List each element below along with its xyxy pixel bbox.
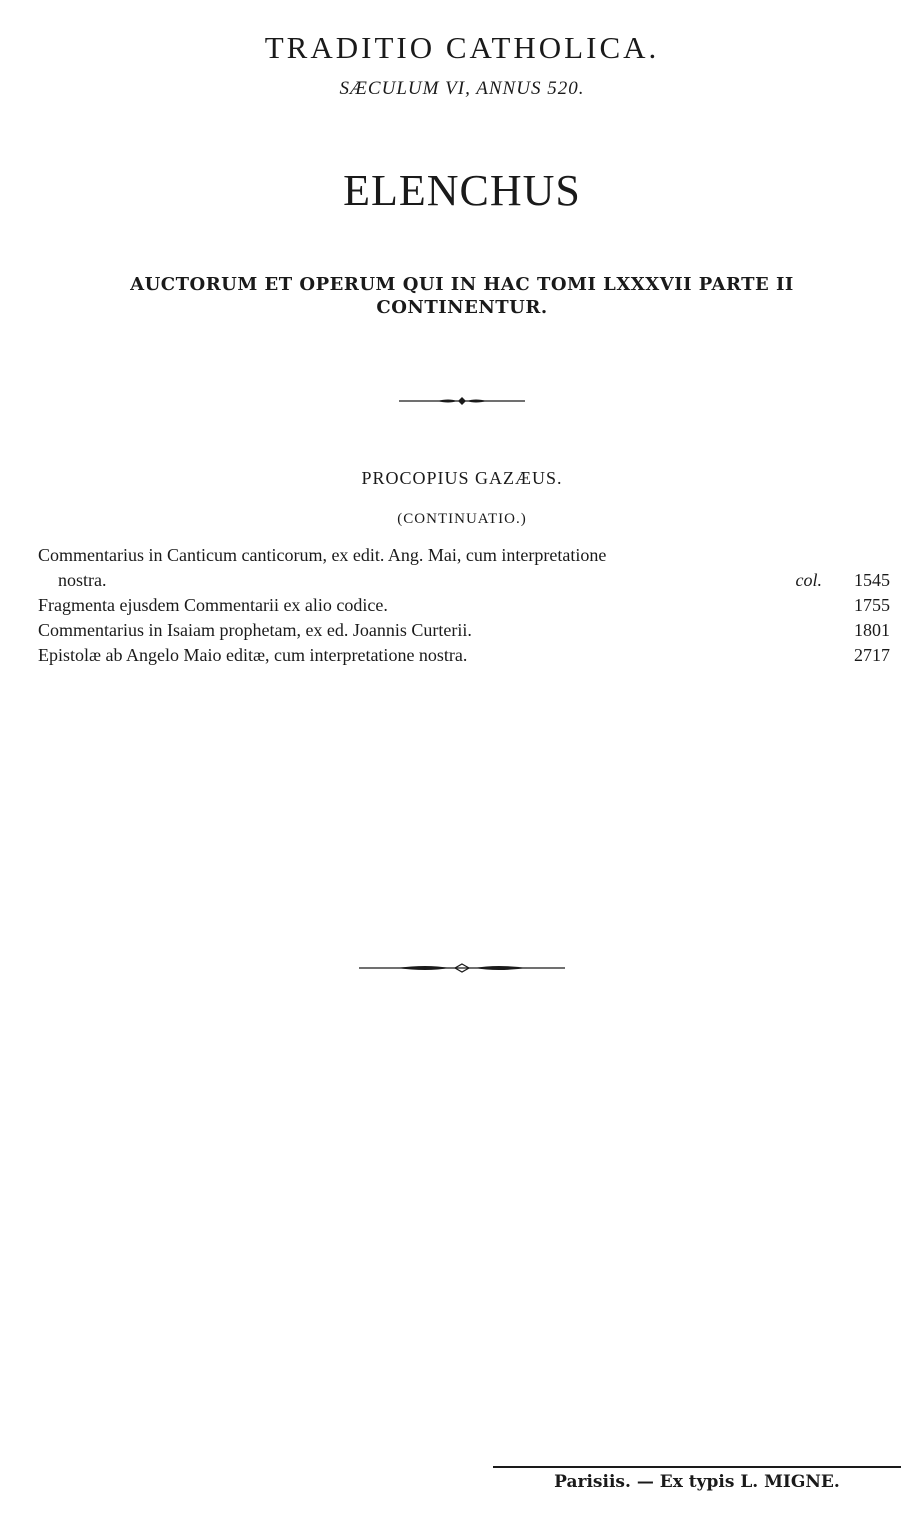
ornament-divider-bottom (0, 961, 924, 980)
toc-entry-page: 2717 (854, 645, 890, 665)
ornament-rule-icon (397, 394, 527, 408)
author-note: (CONTINUATIO.) (397, 511, 527, 527)
toc-col-label: col. (795, 570, 822, 590)
toc-entry-title: Epistolæ ab Angelo Maio editæ, cum interpretatione nostra. (38, 645, 468, 665)
toc-entry-page: 1801 (854, 620, 890, 640)
table-of-contents (38, 543, 890, 668)
footer-rule (493, 1466, 901, 1468)
page-title: ELENCHUS (343, 166, 581, 215)
toc-entry-page: 1755 (854, 595, 890, 615)
toc-entry-title: Commentarius in Canticum canticorum, ex edit. Ang. Mai, cum interpretatione (38, 545, 607, 565)
ornament-rule-icon (357, 961, 567, 975)
toc-entry-page: 1545 (854, 570, 890, 590)
author-heading: PROCOPIUS GAZÆUS. (361, 468, 563, 488)
ornament-divider-top (0, 394, 924, 413)
toc-entry-title: Fragmenta ejusdem Commentarii ex alio codice. (38, 595, 388, 615)
running-header-subtitle: SÆCULUM VI, ANNUS 520. (339, 78, 585, 99)
toc-entry-1-line-1 (38, 543, 890, 568)
running-header-title: TRADITIO CATHOLICA. (264, 30, 660, 65)
toc-entry-title: Commentarius in Isaiam prophetam, ex ed. Joannis Curterii. (38, 620, 472, 640)
toc-entry-4 (38, 643, 890, 668)
page-subtitle: AUCTORUM ET OPERUM QUI IN HAC TOMI LXXXVII PARTE II CONTINENTUR. (130, 274, 794, 318)
toc-entry-title-continuation: nostra. (58, 570, 107, 590)
toc-entry-3 (38, 618, 890, 643)
footer-imprint: Parisiis. — Ex typis L. MIGNE. (554, 1472, 840, 1492)
toc-entry-1-line-2 (38, 568, 890, 593)
toc-entry-2 (38, 593, 890, 618)
